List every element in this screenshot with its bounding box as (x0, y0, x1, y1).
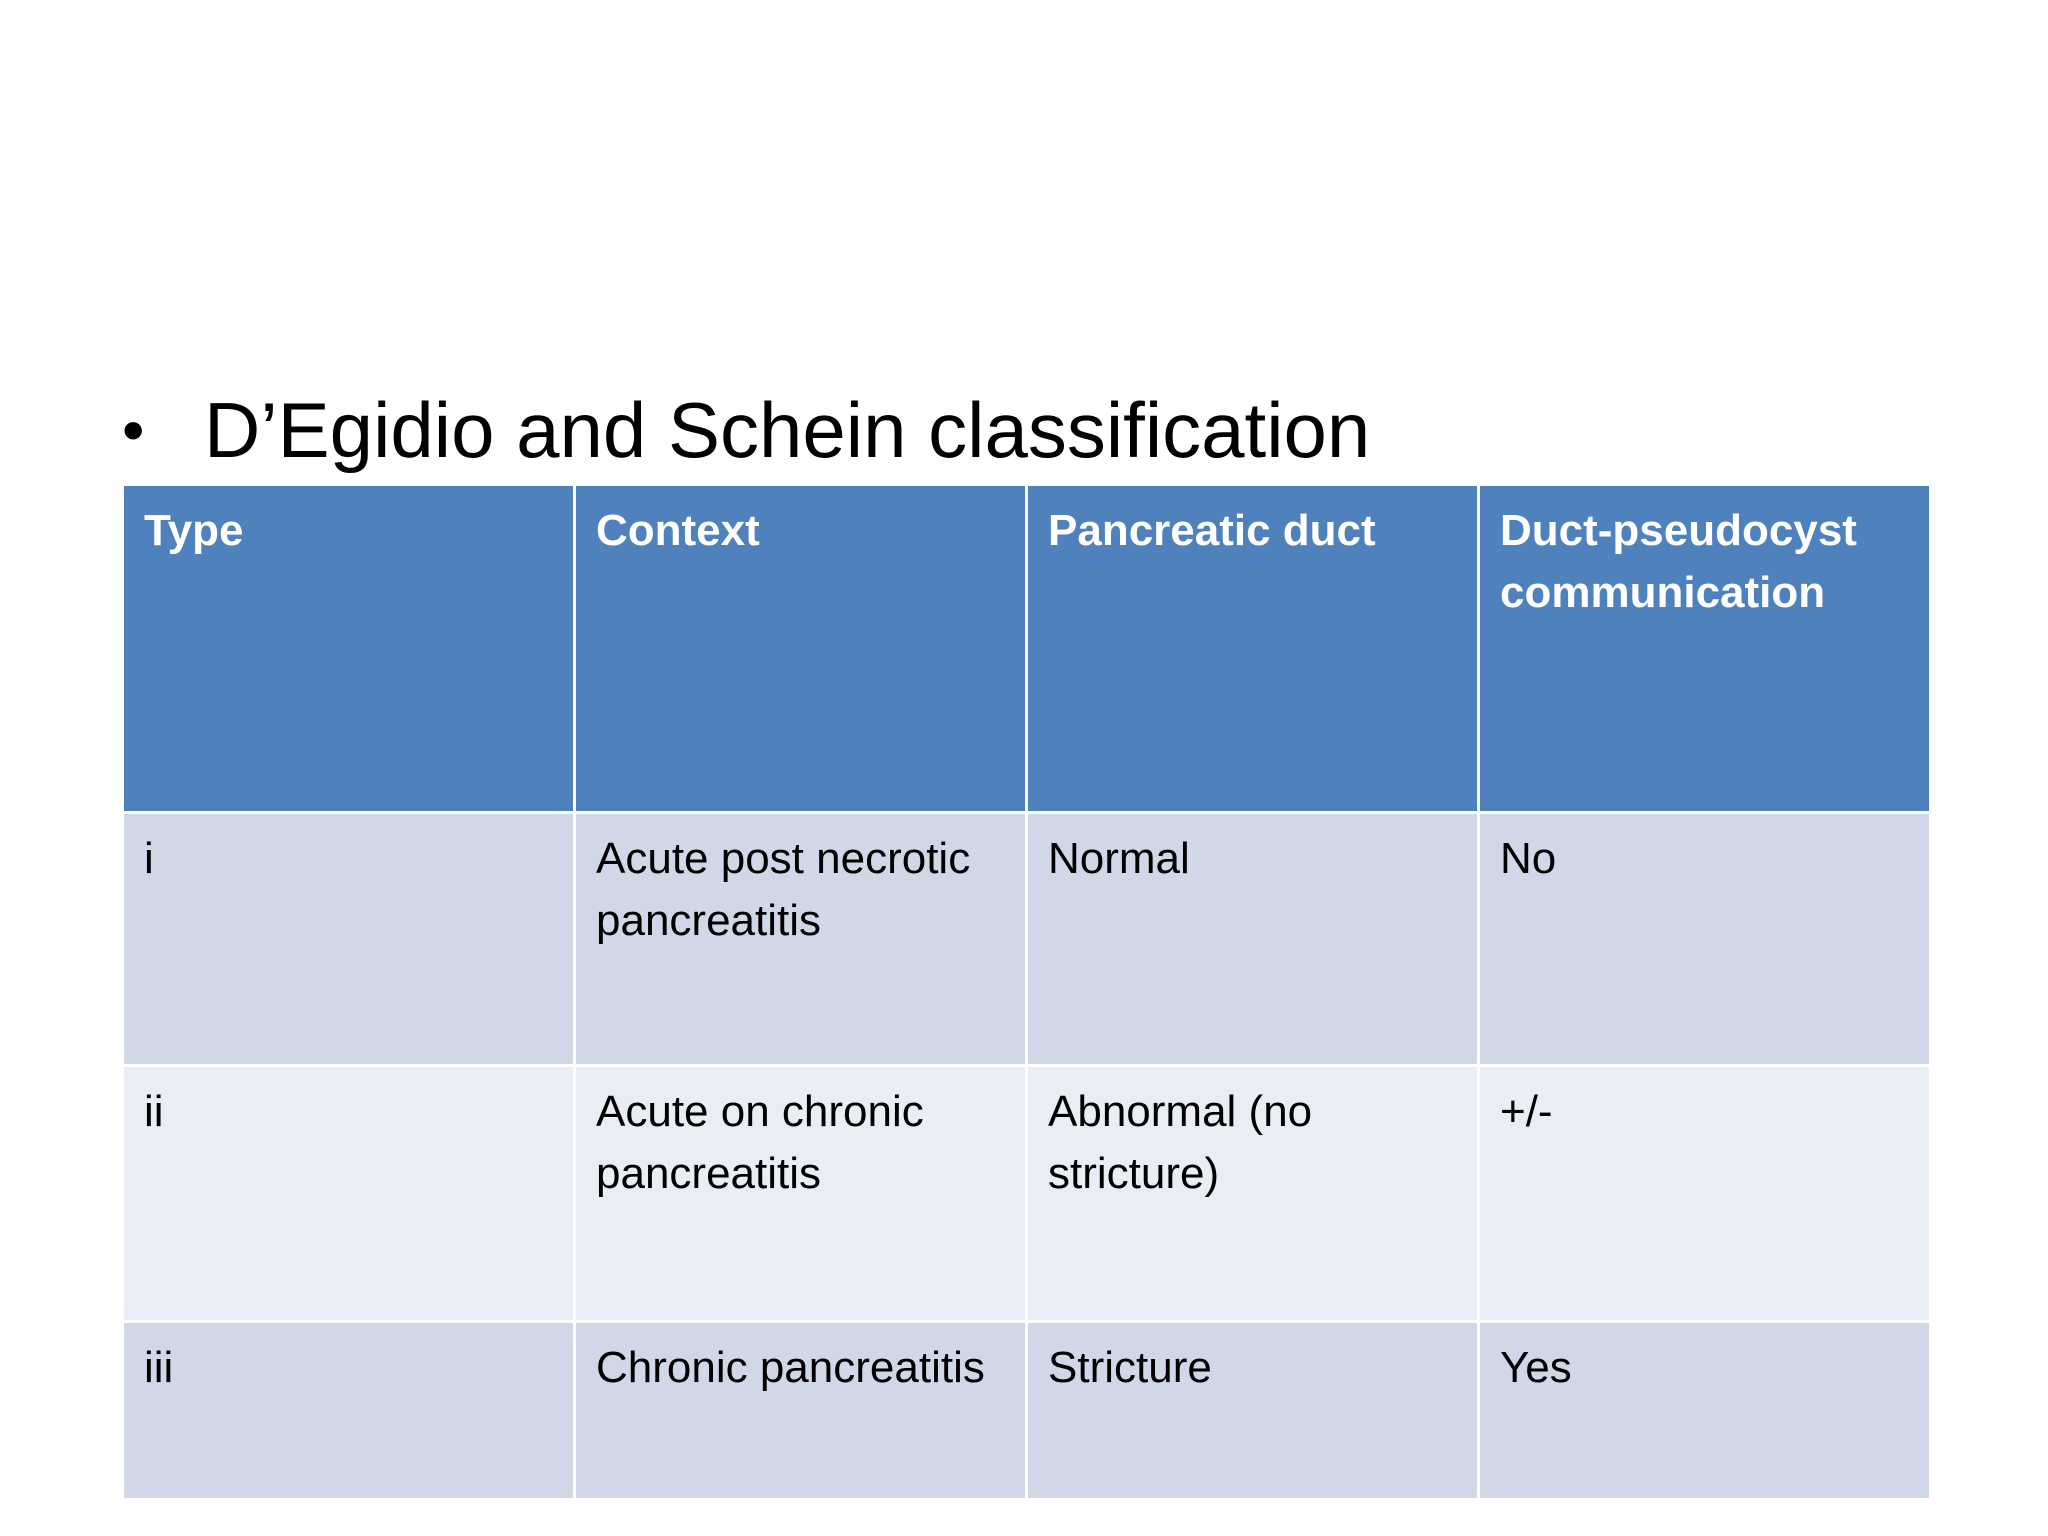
cell-context: Chronic pancreatitis (575, 1322, 1027, 1500)
header-communication: Duct-pseudocyst communication (1479, 485, 1931, 813)
slide-heading: D’Egidio and Schein classification (204, 386, 1371, 474)
header-context: Context (575, 485, 1027, 813)
table-row (123, 1066, 1931, 1322)
bullet-item (122, 380, 1370, 480)
cell-pancreatic-duct: Stricture (1027, 1322, 1479, 1500)
bullet-icon: • (122, 394, 145, 466)
cell-communication: +/- (1479, 1066, 1931, 1322)
header-type: Type (123, 485, 575, 813)
classification-table (121, 483, 1932, 1501)
cell-context: Acute on chronic pancreatitis (575, 1066, 1027, 1322)
table-row (123, 1322, 1931, 1500)
cell-pancreatic-duct: Abnormal (no stricture) (1027, 1066, 1479, 1322)
cell-type: i (123, 813, 575, 1066)
cell-pancreatic-duct: Normal (1027, 813, 1479, 1066)
header-pancreatic-duct: Pancreatic duct (1027, 485, 1479, 813)
cell-type: iii (123, 1322, 575, 1500)
table-row (123, 813, 1931, 1066)
table-header-row (123, 485, 1931, 813)
cell-communication: Yes (1479, 1322, 1931, 1500)
cell-context: Acute post necrotic pancreatitis (575, 813, 1027, 1066)
cell-communication: No (1479, 813, 1931, 1066)
cell-type: ii (123, 1066, 575, 1322)
